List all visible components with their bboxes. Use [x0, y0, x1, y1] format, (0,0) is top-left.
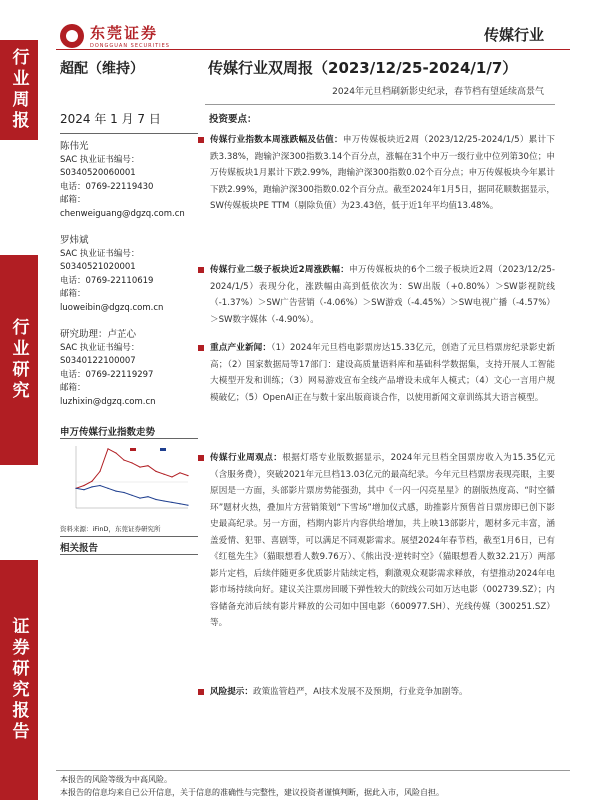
investment-points-heading: 投资要点： — [209, 114, 257, 125]
chart-point-s1-11 — [163, 500, 164, 501]
point-lead: 风险提示： — [210, 687, 253, 697]
chart-point-s1-1 — [83, 489, 84, 490]
header-divider — [56, 49, 570, 50]
sidebar-block-weekly — [0, 40, 38, 140]
point-sub-sectors — [210, 262, 555, 328]
analyst-cert: S0340122100007 — [60, 356, 136, 366]
analyst-cert: S0340521020001 — [60, 262, 136, 272]
chart-point-s0-13 — [179, 472, 180, 473]
chart-point-s0-10 — [155, 471, 156, 472]
chart-point-s1-5 — [115, 491, 116, 492]
legend-swatch-csi300 — [160, 448, 166, 451]
chart-point-s0-9 — [147, 465, 148, 466]
chart-point-s0-8 — [139, 467, 140, 468]
sidebar-weekly-label: 行业周报 — [8, 48, 29, 132]
chart-point-s1-14 — [187, 505, 188, 506]
analyst-email[interactable]: luoweibin@dgzq.com.cn — [60, 302, 164, 313]
analyst-1 — [60, 140, 185, 221]
analyst-cert-label: SAC 执业证书编号： — [60, 342, 140, 353]
point-industry-news — [210, 340, 555, 406]
report-title: 传媒行业双周报（2023/12/25-2024/1/7） — [208, 59, 518, 77]
chart-point-s0-14 — [187, 475, 188, 476]
analyst-cert-label: SAC 执业证书编号： — [60, 154, 140, 165]
point-text: 根据灯塔专业版数据显示，2024年元旦档全国票房收入为15.35亿元（含服务费），突破2021年元旦档13.03亿元的最高纪录。今年元旦档票房表现亮眼，主要原因是一方面，头部影片票房势能强劲，其中《一闪一闪亮星星》的剧版热度高、“时空循环”题材火热，叠加片方营销策划“下雪场”增加仪式感，助推影片预售首日票房即已创下影史最高纪录。另一方面，档期内影片内容供给增加，共上映13部影片，题材多元丰富，涵盖爱情、犯罪、喜剧等，可以满足不同观影需求。展望2024年春节档，截至1月6日，已有《红毯先生》（猫眼想看人数9.76万）、《熊出没·逆转时空》（猫眼想看人数32.21万）两部影片定档，后续伴随更多优质影片陆续定档，剩激观众观影需求释放，有望推动2024年电影市场持续向好。建议关注票房回暖下弹性较大的院线公司如万达电影（002739.SZ）；内容储备充沛后续有影片释放的公司如中国电影（600977.SH）、光线传媒（300251.SZ）等。 — [210, 453, 555, 628]
chart-point-s0-12 — [171, 476, 172, 477]
rating-label: 超配（维持） — [60, 61, 144, 77]
chart-point-s1-4 — [107, 488, 108, 489]
sidebar-block-securities — [0, 560, 38, 800]
point-lead: 重点产业新闻： — [210, 343, 272, 353]
chart-source-divider — [60, 536, 198, 537]
chart-point-s1-6 — [123, 492, 124, 493]
analyst-phone: 电话：0769-22119430 — [60, 181, 154, 192]
chart-point-s0-2 — [91, 481, 92, 482]
chart-point-s1-12 — [171, 502, 172, 503]
footer-divider — [56, 770, 570, 771]
date-divider — [60, 133, 198, 134]
chart-point-s1-9 — [147, 496, 148, 497]
bullet-icon — [198, 137, 204, 143]
bullet-icon — [198, 345, 204, 351]
point-text: 政策监管趋严，AI技术发展不及预期，行业竞争加剧等。 — [252, 687, 468, 697]
chart-point-s0-6 — [123, 460, 124, 461]
analyst-cert: S0340520060001 — [60, 168, 136, 178]
sidebar-securities-label: 证券研究报告 — [8, 617, 29, 743]
analyst-3 — [60, 328, 156, 409]
chart-point-s1-8 — [139, 498, 140, 499]
report-subtitle: 2024年元旦档刷新影史纪录，春节档有望延续高景气 — [332, 87, 544, 97]
chart-heading-divider — [60, 438, 198, 439]
analyst-name: 陈伟光 — [60, 141, 89, 152]
analyst-phone: 电话：0769-22119297 — [60, 369, 154, 380]
point-text: 申万传媒板块近2周（2023/12/25-2024/1/5）累计下跌3.38%，跑输沪深300指数3.14个百分点，涨幅在31个申万一级行业中位列第30位；申万传媒板块1月累计下跌2.99%，跑输沪深300指数0.02个百分点；申万传媒板块今年累计下跌2.99%，跑输沪深300指数0.02个百分点。截至2024年1月5日，据同花顺数据显示，SW传媒板块PE TTM（剔除负值）为23.43倍，低于近1年平均值13.48%。 — [210, 135, 555, 211]
bullet-icon — [198, 267, 204, 273]
point-text: （1）2024年元旦档电影票房达15.33亿元，创造了元旦档票房纪录影史新高；（2）国家数据局等17部门：建设高质量语料库和基础科学数据集，支持开展人工智能大模型开发和训练；（3）网易游戏宣布全线产品增设未成年人模式；（4）文心一言用户规模破亿；（5）OpenAI正在与数十家出版商谈合作，以使用新闻文章训练其大语言模型。 — [210, 343, 555, 403]
chart-heading: 申万传媒行业指数走势 — [60, 427, 156, 438]
logo-cn-text: 东莞证券 — [90, 24, 159, 42]
point-index-performance — [210, 132, 555, 215]
analyst-email-label: 邮箱： — [60, 195, 86, 205]
point-risk — [210, 684, 555, 701]
title-divider — [205, 104, 555, 105]
chart-point-s0-1 — [83, 485, 84, 486]
industry-label: 传媒行业 — [483, 26, 544, 44]
report-date: 2024 年 1 月 7 日 — [60, 112, 161, 126]
analyst-email-label: 邮箱： — [60, 289, 86, 299]
sidebar-block-research — [0, 255, 38, 465]
company-logo — [60, 22, 170, 49]
logo-mark-icon — [60, 24, 84, 48]
chart-point-s1-2 — [91, 486, 92, 487]
analyst-phone: 电话：0769-22110619 — [60, 275, 154, 286]
chart-point-s1-0 — [75, 488, 76, 489]
chart-point-s1-3 — [99, 485, 100, 486]
chart-point-s0-4 — [107, 448, 108, 449]
analyst-email-label: 邮箱： — [60, 383, 86, 393]
bullet-icon — [198, 689, 204, 695]
chart-source: 资料来源：iFinD，东莞证券研究所 — [60, 525, 161, 533]
point-lead: 传媒行业指数本周涨跌幅及估值： — [210, 135, 343, 145]
point-text: 申万传媒板块的6个二级子板块近2周（2023/12/25-2024/1/5）表现分化，涨跌幅由高到低依次为：SW出版（+0.80%）＞SW影视院线（-1.37%）＞SW广告营销（-4.06%）＞SW游戏（-4.45%）＞SW电视广播（-4.57%）＞SW数字媒体（-4.90%）。 — [210, 265, 555, 325]
analyst-email[interactable]: chenweiguang@dgzq.com.cn — [60, 208, 185, 219]
index-trend-chart — [60, 442, 192, 520]
analyst-name: 研究助理：卢芷心 — [60, 329, 137, 340]
point-weekly-view — [210, 450, 555, 632]
chart-point-s0-5 — [115, 452, 116, 453]
chart-point-s1-13 — [179, 503, 180, 504]
footer-disclaimer: 本报告的信息均来自已公开信息，关于信息的准确性与完整性，建议投资者谨慎判断，据此入市，风险自担。 — [60, 788, 444, 797]
sidebar-research-label: 行业研究 — [8, 318, 29, 402]
bullet-icon — [198, 455, 204, 461]
analyst-name: 罗炜斌 — [60, 235, 89, 246]
chart-series-media — [76, 449, 188, 489]
left-sidebar — [0, 0, 38, 800]
related-reports-heading: 相关报告 — [60, 543, 99, 554]
legend-swatch-media — [130, 448, 136, 451]
chart-point-s0-11 — [163, 474, 164, 475]
logo-en-text: DONGGUAN SECURITIES — [90, 43, 170, 49]
footer-risk-level: 本报告的风险等级为中高风险。 — [60, 775, 172, 784]
point-lead: 传媒行业周观点： — [210, 453, 283, 463]
chart-point-s0-3 — [99, 471, 100, 472]
analyst-2 — [60, 234, 163, 315]
related-divider — [60, 554, 198, 555]
chart-point-s1-10 — [155, 499, 156, 500]
analyst-cert-label: SAC 执业证书编号： — [60, 248, 140, 259]
chart-point-s1-7 — [131, 495, 132, 496]
chart-point-s0-7 — [131, 462, 132, 463]
analyst-email[interactable]: luzhixin@dgzq.com.cn — [60, 396, 156, 407]
point-lead: 传媒行业二级子板块近2周涨跌幅： — [210, 265, 350, 275]
